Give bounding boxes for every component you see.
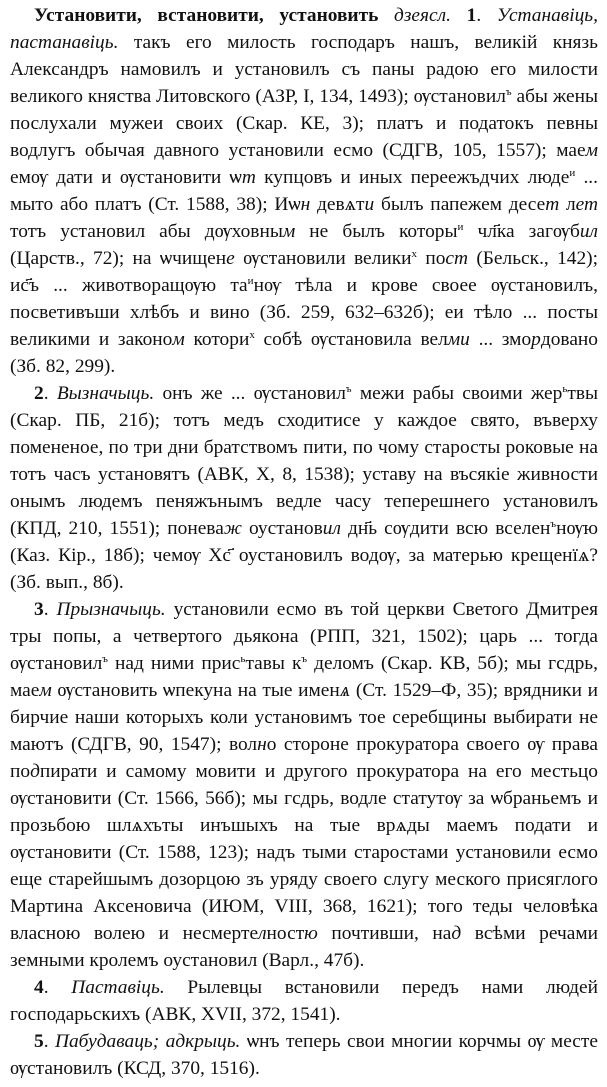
dictionary-page [0, 2, 607, 1087]
sense-gloss: Прызначыць. [56, 599, 166, 620]
sense-5-paragraph: 5. Пабудаваць; адкрыць. ѡнъ теперь свои многии корчмы ѹ месте ѹстановилъ (КСД, 370, 1516). [10, 1031, 598, 1079]
sense-number: 5 [34, 1031, 44, 1052]
sense-citations: установили есмо въ той церкви Светого Дмитрея тры попы, а четвертого дьякона (РПП, 321, 1502); царь ... тогда ѹстановил$^ъ$ над ними прис$^ь$тавы $к^ъ$ деломъ (Скар. КВ, 5б); мы гсдрь, маем ѹстановить ѡпекуна на тые именѧ (Ст. 1529–Ф, 35); врядники и бирчие наши которыхъ коли установимъ тое серебщины выбирати не маютъ (СДГВ, 90, 1547); волно стороне прокуратора своего ѹ права подпирати и самому мовити и другого прокуратора на его местьцо ѹстановити (Ст. 1566, 56б); мы гсдрь, водле статутѹ за ѡбраньемъ и прозьбою шлѧхъты инъшыхъ на тые врѧды маемъ подати и ѹстановити (Ст. 1588, 123); надъ тыми старостами установили есмо еще старейшымъ дозорцою зъ уряду своего слугу меского присяглого Мартина Аксеновича (ИЮМ, VIII, 368, 1621); того теды человѣка власною волею и несмертелностю почтивши, над всѣми речами земными кролемъ оустановил (Варл., 47б). [10, 599, 598, 971]
sense-citations: Рылевцы встановили передъ нами людей господарьскихъ (АВК, XVII, 372, 1541). [10, 977, 598, 1025]
entry-headword: Установити, встановити, установить [34, 5, 379, 26]
sense-gloss: Паставіць. [71, 977, 165, 998]
sense-3-paragraph: 3. Прызначыць. установили есмо въ той церкви Светого Дмитрея тры попы, а четвертого дьякона (РПП, 321, 1502); царь ... тогда ѹстановил$^ъ$ над ними прис$^ь$тавы $к^ъ$ деломъ (Скар. КВ, 5б); мы гсдрь, маем ѹстановить ѡпекуна на тые именѧ (Ст. 1529–Ф, 35); врядники и бирчие наши которыхъ коли установимъ тое серебщины выбирати не маютъ (СДГВ, 90, 1547); волно стороне прокуратора своего ѹ права подпирати и самому мовити и другого прокуратора на его местьцо ѹстановити (Ст. 1566, 56б); мы гсдрь, водле статутѹ за ѡбраньемъ и прозьбою шлѧхъты инъшыхъ на тые врѧды маемъ подати и ѹстановити (Ст. 1588, 123); надъ тыми старостами установили есмо еще старейшымъ дозорцою зъ уряду своего слугу меского присяглого Мартина Аксеновича (ИЮМ, VIII, 368, 1621); того теды человѣка власною волею и несмертелностю почтивши, над всѣми речами земными кролемъ оустановил (Варл., 47б). [10, 599, 598, 971]
sense-number: 2 [34, 383, 44, 404]
sense-number: 3 [34, 599, 44, 620]
sense-number: 1 [466, 5, 477, 26]
sense-citations: онъ же ... ѹстановил$^ъ$ межи рабы своими жер$^ь$твы (Скар. ПБ, 21б); тотъ медъ сходитисе у каждое свято, въверху помененое, по три дни братствомъ пити, по чому старосты роковые на тотъ часъ установятъ (АВК, X, 8, 1538); уставу на въсякіе живности онымъ людемъ пеняжънымъ ведле часу теперешнего установилъ (КПД, 210, 1551); поневаж оустановил дн҃ь сѹдити всю вселен$^ъ$нѹю (Каз. Кір., 18б); чемѹ Хс҃ оустановилъ водѹ, за матерью крещенїѧ? (Зб. вып., 8б). [10, 383, 599, 593]
sense-gloss: Вызначыць. [56, 383, 155, 404]
dictionary-entry [10, 2, 598, 1082]
sense-gloss: Пабудаваць; адкрыць. [54, 1031, 241, 1052]
grammar-label: дзеясл. [394, 5, 451, 26]
sense-gloss: Устанавіць, пастанавіць. [10, 5, 598, 53]
sense-citations: ѡнъ теперь свои многии корчмы ѹ месте ѹстановилъ (КСД, 370, 1516). [10, 1031, 598, 1079]
sense-4-paragraph: 4. Паставіць. Рылевцы встановили передъ нами людей господарьскихъ (АВК, XVII, 372, 1541). [10, 977, 598, 1025]
sense-citations: такъ его милость господаръ нашъ, великій князь Александръ намовилъ и установилъ съ паны радою его милости великого княства Литовского (АЗР, I, 134, 1493); ѹстановил$^ъ$ абы жены послухали мужеи своих (Скар. КЕ, 3); платъ и податокъ певны водлугъ обычая давного установили есмо (СДГВ, 105, 1557); маем емѹ дати и ѹстановити ѡт купцовъ и иных переежъдчих люде$^и$ ... мыто або платъ (Ст. 1588, 38); Иѡн девѧти былъ папежем десет лет тотъ установил абы дѹховным не былъ которы$^и$ чл҃ка загѹбил (Царств., 72); на ѡчищене ѹстановили велики$^х$ пост (Бельск., 142); ис҃ъ ... животворащѹю $та^инѹ$ тѣла и крове своее ѹстановилъ, посветивъши хлѣбъ и вино (Зб. 259, 632–632б); еи тѣло ... посты великими и законом котори$^х$ собѣ ѹстановила велми ... змордовано (Зб. 82, 299). [10, 32, 599, 377]
sense-number: 4 [34, 977, 44, 998]
sense-2-paragraph: 2. Вызначыць. онъ же ... ѹстановил$^ъ$ межи рабы своими жер$^ь$твы (Скар. ПБ, 21б); тотъ медъ сходитисе у каждое свято, въверху помененое, по три дни братствомъ пити, по чому старосты роковые на тотъ часъ установятъ (АВК, X, 8, 1538); уставу на въсякіе живности онымъ людемъ пеняжънымъ ведле часу теперешнего установилъ (КПД, 210, 1551); поневаж оустановил дн҃ь сѹдити всю вселен$^ъ$нѹю (Каз. Кір., 18б); чемѹ Хс҃ оустановилъ водѹ, за матерью крещенїѧ? (Зб. вып., 8б). [10, 383, 599, 593]
sense-1-paragraph: Установити, встановити, установить дзеясл. 1. Устанавіць, пастанавіць. такъ его милость господаръ нашъ, великій князь Александръ намовилъ и установилъ съ паны радою его милости великого княства Литовского (АЗР, I, 134, 1493); ѹстановил$^ъ$ абы жены послухали мужеи своих (Скар. КЕ, 3); платъ и податокъ певны водлугъ обычая давного установили есмо (СДГВ, 105, 1557); маем емѹ дати и ѹстановити ѡт купцовъ и иных переежъдчих люде$^и$ ... мыто або платъ (Ст. 1588, 38); Иѡн девѧти былъ папежем десет лет тотъ установил абы дѹховным не былъ которы$^и$ чл҃ка загѹбил (Царств., 72); на ѡчищене ѹстановили велики$^х$ пост (Бельск., 142); ис҃ъ ... животворащѹю $та^инѹ$ тѣла и крове своее ѹстановилъ, посветивъши хлѣбъ и вино (Зб. 259, 632–632б); еи тѣло ... посты великими и законом котори$^х$ собѣ ѹстановила велми ... змордовано (Зб. 82, 299). [10, 5, 599, 377]
